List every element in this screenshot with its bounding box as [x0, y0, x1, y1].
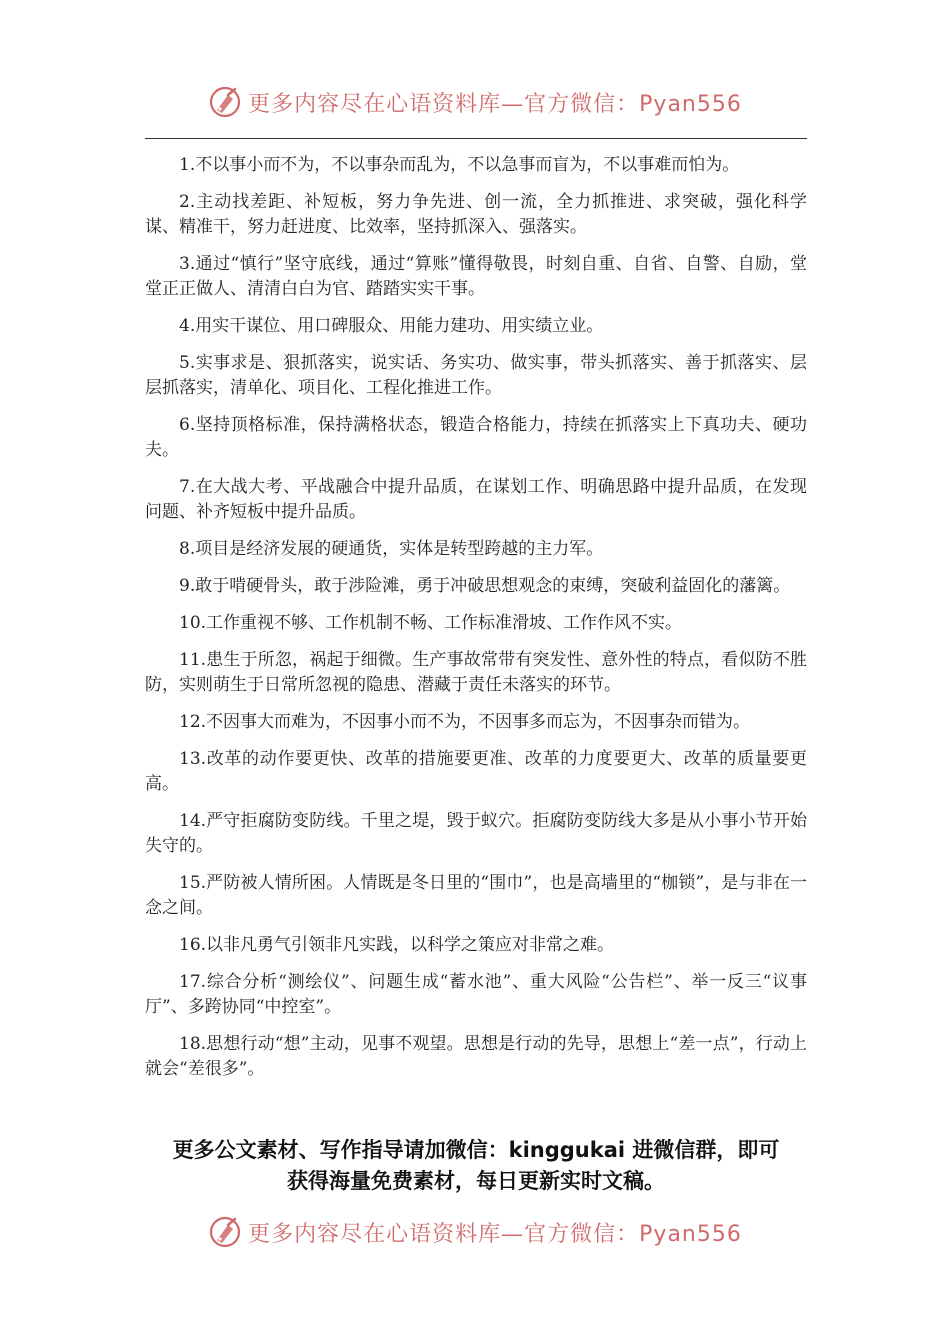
list-item: 2.主动找差距、补短板，努力争先进、创一流，全力抓推进、求突破，强化科学谋、精准干，努力赶进度、比效率，坚持抓深入、强落实。	[145, 192, 807, 237]
footer-note	[145, 1135, 807, 1197]
list-item: 16.以非凡勇气引领非凡实践，以科学之策应对非常之难。	[179, 935, 615, 955]
header-banner	[0, 80, 950, 124]
footer-note-line1: 更多公文素材、写作指导请加微信：kinggukai 进微信群，即可	[172, 1138, 780, 1162]
list-item: 4.用实干谋位、用口碑服众、用能力建功、用实绩立业。	[179, 316, 604, 336]
list-item: 11.患生于所忽，祸起于细微。生产事故常带有突发性、意外性的特点，看似防不胜防，实则萌生于日常所忽视的隐患、潜藏于责任未落实的环节。	[145, 650, 807, 695]
list-item: 13.改革的动作要更快、改革的措施要更准、改革的力度要更大、改革的质量要更高。	[145, 749, 807, 794]
footer-banner-text: 更多内容尽在心语资料库—官方微信：Pyan556	[248, 1221, 742, 1247]
list-item: 3.通过“慎行”坚守底线，通过“算账”懂得敬畏，时刻自重、自省、自警、自励，堂堂正正做人、清清白白为官、踏踏实实干事。	[145, 254, 807, 299]
list-item: 5.实事求是、狠抓落实，说实话、务实功、做实事，带头抓落实、善于抓落实、层层抓落实，清单化、项目化、工程化推进工作。	[145, 353, 807, 398]
header-banner-text: 更多内容尽在心语资料库—官方微信：Pyan556	[248, 91, 742, 117]
list-item: 15.严防被人情所困。人情既是冬日里的“围巾”，也是高墙里的“枷锁”，是与非在一念之间。	[145, 873, 807, 918]
list-item: 10.工作重视不够、工作机制不畅、工作标准滑坡、工作作风不实。	[179, 613, 683, 633]
list-item: 9.敢于啃硬骨头，敢于涉险滩，勇于冲破思想观念的束缚，突破利益固化的藩篱。	[179, 576, 791, 596]
pen-logo-icon	[208, 1215, 242, 1249]
list-item: 17.综合分析“测绘仪”、问题生成“蓄水池”、重大风险“公告栏”、举一反三“议事厅”、多跨协同“中控室”。	[145, 972, 807, 1017]
header-divider	[145, 138, 807, 139]
footer-banner	[0, 1210, 950, 1254]
list-item: 18.思想行动“想”主动，见事不观望。思想是行动的先导，思想上“差一点”，行动上就会“差很多”。	[145, 1034, 807, 1079]
list-item: 7.在大战大考、平战融合中提升品质，在谋划工作、明确思路中提升品质，在发现问题、补齐短板中提升品质。	[145, 477, 807, 522]
list-item: 6.坚持顶格标准，保持满格状态，锻造合格能力，持续在抓落实上下真功夫、硬功夫。	[145, 415, 807, 460]
list-item: 14.严守拒腐防变防线。千里之堤，毁于蚁穴。拒腐防变防线大多是从小事小节开始失守的。	[145, 811, 807, 856]
list-item: 1.不以事小而不为，不以事杂而乱为，不以急事而盲为，不以事难而怕为。	[179, 155, 740, 175]
footer-note-line2: 获得海量免费素材，每日更新实时文稿。	[287, 1169, 665, 1193]
pen-logo-icon	[208, 85, 242, 119]
list-item: 8.项目是经济发展的硬通货，实体是转型跨越的主力军。	[179, 539, 604, 559]
document-body	[145, 153, 807, 1094]
list-item: 12.不因事大而难为，不因事小而不为，不因事多而忘为，不因事杂而错为。	[179, 712, 751, 732]
